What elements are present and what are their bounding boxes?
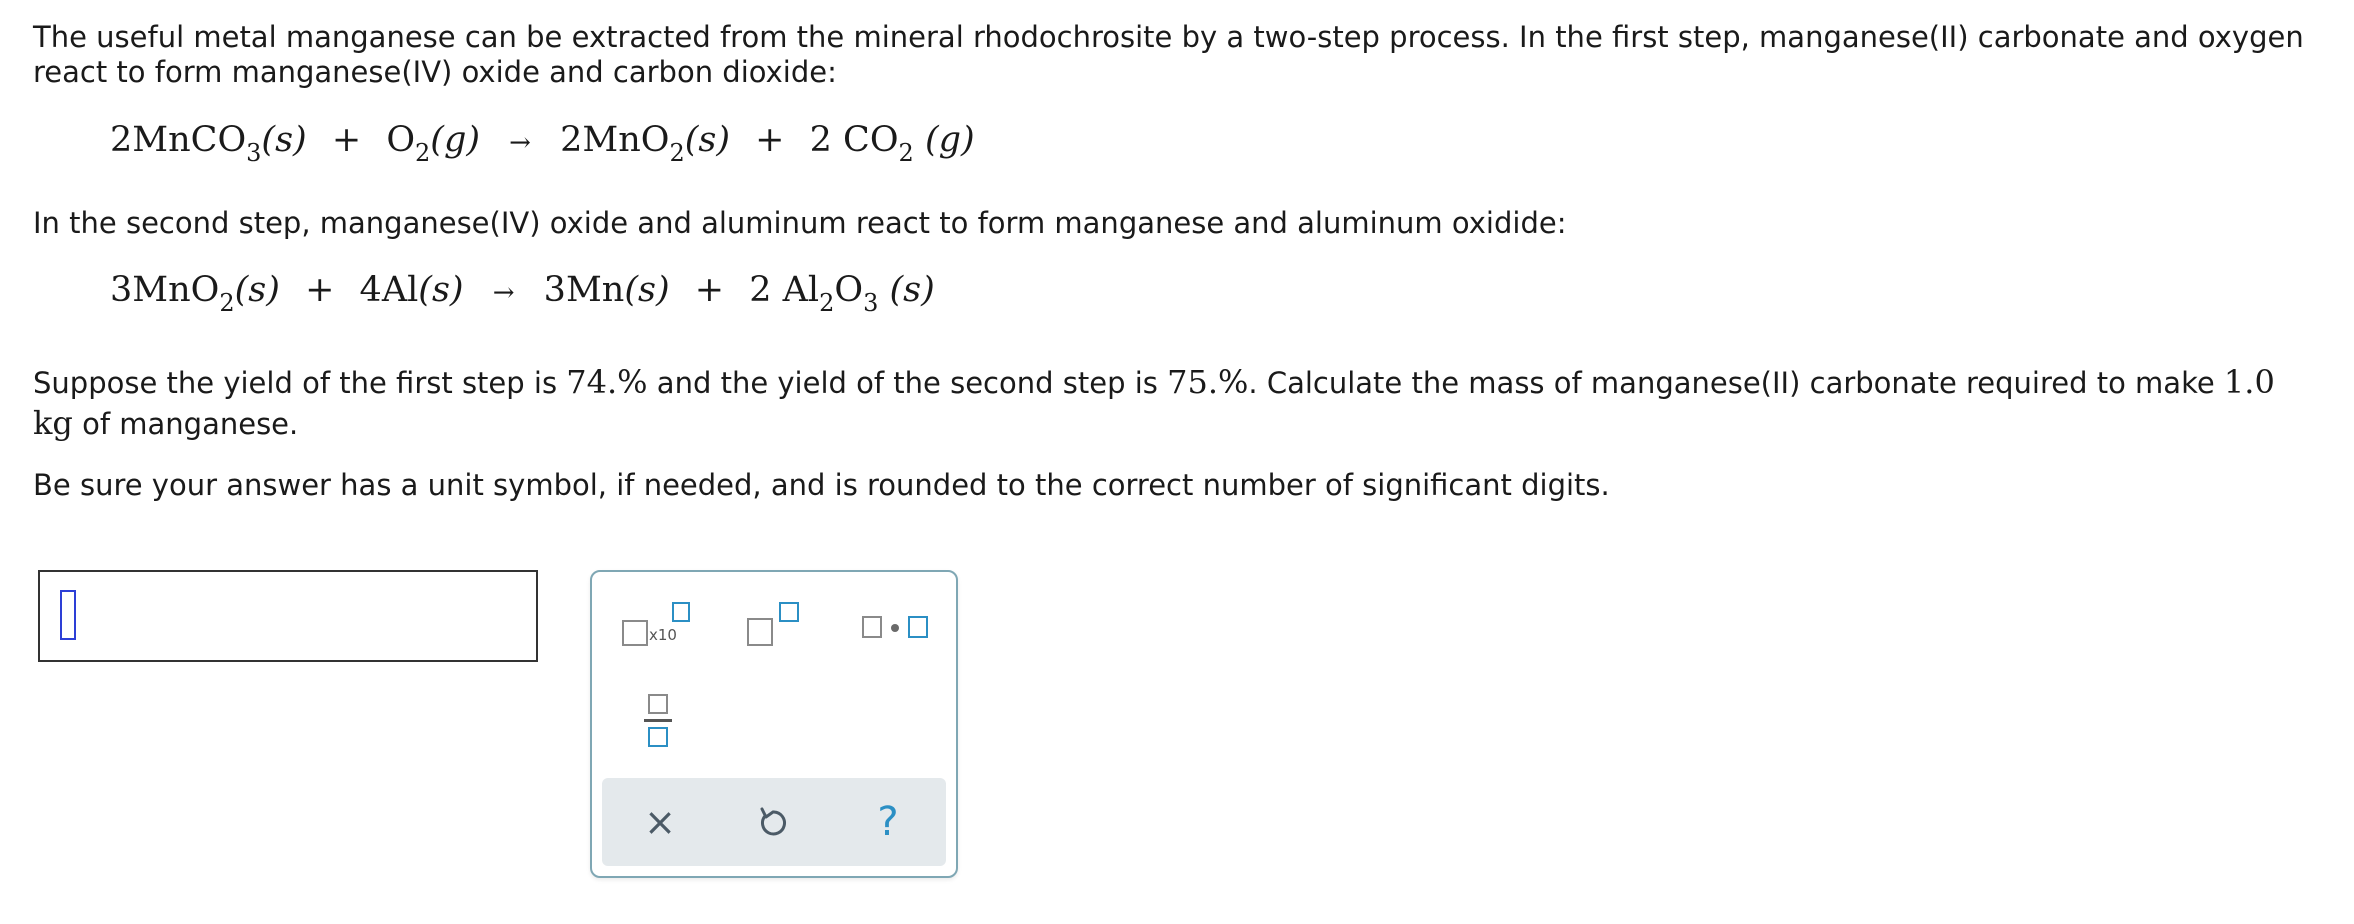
yield-question-text (33, 362, 2323, 444)
eq2-state-4: (s) (889, 270, 935, 310)
yield-text-b: and the yield of the second step is (647, 366, 1168, 400)
eq1-product-2: CO (843, 120, 899, 160)
eq2-product-2a: Al (782, 270, 820, 310)
eq1-sub-3: 2 (669, 139, 685, 167)
eq2-product-1: Mn (565, 270, 625, 310)
target-mass: 1.0 kg (33, 363, 2275, 442)
equation-step-1 (110, 118, 975, 165)
x10-label: x10 (649, 626, 677, 644)
eq2-state-3: (s) (624, 270, 670, 310)
eq2-state-1: (s) (234, 270, 280, 310)
superscript-icon[interactable] (747, 602, 807, 652)
eq1-plus-1: + (331, 120, 362, 160)
eq1-coef-1: 2 (110, 120, 133, 160)
eq2-coef-1: 3 (110, 270, 133, 310)
undo-button[interactable] (744, 792, 804, 852)
eq1-state-4: (g) (924, 120, 975, 160)
eq1-state-3: (s) (684, 120, 731, 160)
yield-text-d: of manganese. (72, 407, 299, 441)
clear-button[interactable]: × (644, 800, 676, 844)
input-cursor-placeholder (60, 590, 76, 640)
eq1-arrow: → (509, 128, 531, 158)
eq2-state-2: (s) (418, 270, 464, 310)
eq1-sub-4: 2 (898, 139, 914, 167)
intro-text: The useful metal manganese can be extracted from the mineral rhodochrosite by a two-step process. In the first step, manganese(II) carbonate and oxygen react to form manganese(IV) oxide and carbon dioxide: (33, 20, 2304, 89)
eq2-sub-1: 2 (219, 289, 235, 317)
eq1-state-2: (g) (430, 120, 481, 160)
eq1-reactant-2: O (386, 120, 416, 160)
second-step-text: In the second step, manganese(IV) oxide and aluminum react to form manganese and aluminum oxidide: (33, 206, 1567, 240)
eq2-sub-3: 3 (863, 289, 879, 317)
yield-1-value: 74.% (566, 363, 648, 401)
scientific-notation-icon[interactable] (622, 602, 697, 652)
yield-2-value: 75.% (1167, 363, 1249, 401)
eq2-arrow: → (492, 278, 515, 308)
eq2-reactant-2: Al (381, 270, 419, 310)
eq2-coef-3: 3 (543, 270, 566, 310)
eq2-plus-2: + (694, 270, 725, 310)
eq1-product-1: MnO (582, 120, 670, 160)
eq1-coef-4: 2 (809, 120, 832, 160)
multiply-dot-icon[interactable] (862, 614, 932, 644)
eq2-sub-2: 2 (819, 289, 835, 317)
answer-input[interactable] (38, 570, 538, 662)
equation-step-2 (110, 268, 935, 315)
eq2-coef-4: 2 (749, 270, 772, 310)
eq1-coef-3: 2 (560, 120, 583, 160)
eq2-reactant-1: MnO (132, 270, 220, 310)
eq2-product-2b: O (834, 270, 864, 310)
fraction-icon[interactable] (644, 694, 674, 750)
eq1-plus-2: + (755, 120, 785, 160)
eq1-sub-2: 2 (415, 139, 431, 167)
undo-icon (758, 806, 790, 840)
eq1-sub-1: 3 (246, 139, 262, 167)
yield-text-c: . Calculate the mass of manganese(II) carbonate required to make (1248, 366, 2224, 400)
eq1-state-1: (s) (261, 120, 307, 160)
palette-action-bar (602, 778, 946, 866)
math-tools-palette (590, 570, 958, 878)
yield-text-a: Suppose the yield of the first step is (33, 366, 567, 400)
help-button[interactable]: ? (877, 799, 899, 845)
instruction-text: Be sure your answer has a unit symbol, if needed, and is rounded to the correct number of significant digits. (33, 468, 1610, 502)
eq2-coef-2: 4 (359, 270, 382, 310)
eq2-plus-1: + (305, 270, 335, 310)
eq1-reactant-1: MnCO (132, 120, 247, 160)
